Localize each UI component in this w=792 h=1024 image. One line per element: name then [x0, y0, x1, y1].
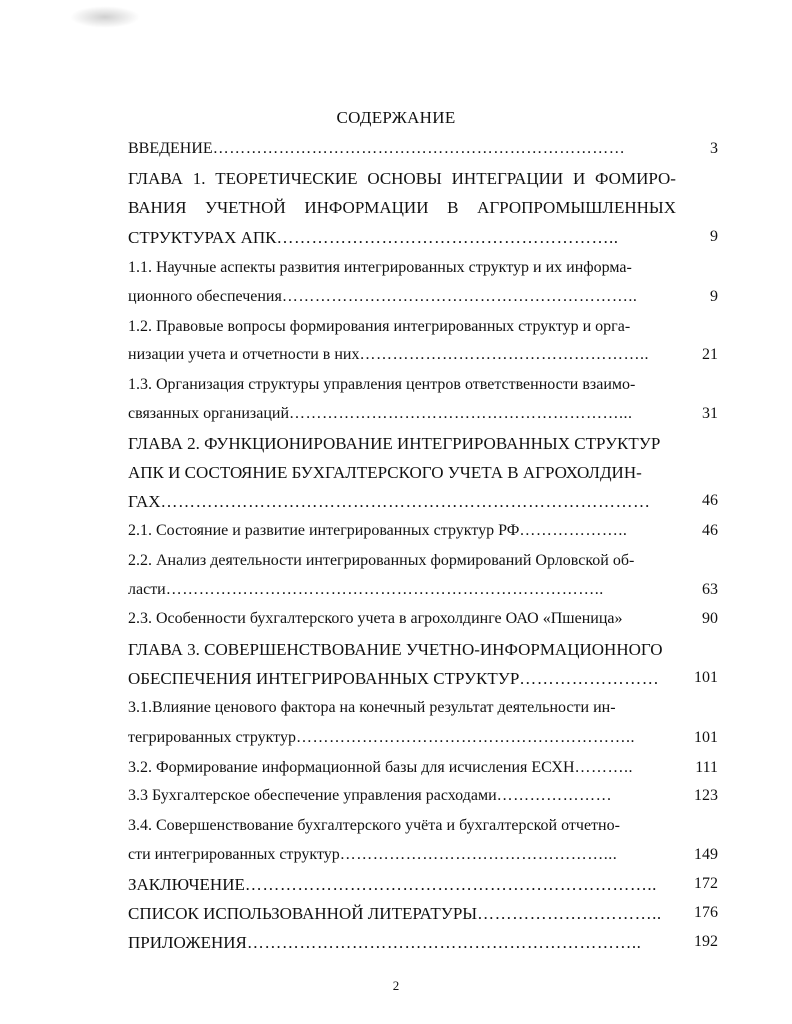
- toc-section-3-2: [128, 759, 718, 783]
- toc-text: тегрированных структур: [128, 729, 296, 746]
- toc-dots: ……………………………………………………………………..: [165, 581, 604, 598]
- toc-text: ВВЕДЕНИЕ: [128, 140, 213, 157]
- toc-section-1-1-line-1: [128, 259, 718, 283]
- toc-dots: ………..: [574, 759, 633, 776]
- toc-section-3-1-line-1: [128, 699, 718, 723]
- toc-chapter-1-line-3: [128, 228, 718, 252]
- toc-page: 9: [710, 288, 718, 305]
- toc-word: ТЕОРЕТИЧЕСКИЕ: [215, 169, 358, 188]
- toc-text: 1.2. Правовые вопросы формирования интегрированных структур и орга-: [128, 318, 631, 335]
- toc-text: сти интегрированных структур: [128, 846, 340, 863]
- toc-chapter-3-line-1: [128, 640, 718, 664]
- toc-entry-appendices: [128, 933, 718, 957]
- toc-word: АГРОПРОМЫШЛЕННЫХ: [477, 198, 676, 217]
- toc-word: ОСНОВЫ: [367, 169, 442, 188]
- toc-entry-references: [128, 904, 718, 928]
- toc-page: 192: [694, 933, 718, 950]
- toc-text: 2.3. Особенности бухгалтерского учета в агрохолдинге ОАО «Пшеница»: [128, 610, 623, 627]
- toc-text: 3.4. Совершенствование бухгалтерского учёта и бухгалтерской отчетно-: [128, 817, 620, 834]
- toc-text: ПРИЛОЖЕНИЯ: [128, 933, 247, 952]
- toc-dots: …………………: [496, 787, 613, 804]
- toc-dots: …………………………………………………………………: [212, 140, 626, 157]
- toc-entry-intro: [128, 140, 718, 164]
- toc-text: 2.1. Состояние и развитие интегрированных структур РФ: [128, 522, 520, 539]
- toc-word: ВАНИЯ: [128, 198, 187, 217]
- toc-chapter-2-line-2: [128, 463, 718, 487]
- toc-chapter-2-line-3: [128, 492, 718, 516]
- toc-dots: …………………………………………………………..: [246, 933, 642, 952]
- toc-dots: …………………………..: [477, 904, 662, 923]
- toc-section-3-4-line-1: [128, 817, 718, 841]
- toc-section-2-2-line-1: [128, 552, 718, 576]
- toc-dots: ……………………: [519, 669, 660, 688]
- toc-text: ГЛАВА 2. ФУНКЦИОНИРОВАНИЕ ИНТЕГРИРОВАННЫХ СТРУКТУР: [128, 434, 661, 453]
- page-number: 2: [392, 978, 400, 993]
- toc-text: АПК И СОСТОЯНИЕ БУХГАЛТЕРСКОГО УЧЕТА В АГРОХОЛДИН-: [128, 463, 642, 482]
- toc-dots: ……………………………………………………...: [289, 405, 633, 422]
- toc-text: ГЛАВА 3. СОВЕРШЕНСТВОВАНИЕ УЧЕТНО-ИНФОРМАЦИОННОГО: [128, 640, 663, 659]
- scan-smudge: [70, 6, 140, 28]
- toc-section-2-2-line-2: [128, 581, 718, 605]
- toc-dots: ………………..: [519, 522, 628, 539]
- toc-word: УЧЕТНОЙ: [205, 198, 286, 217]
- toc-page: 21: [702, 346, 718, 363]
- toc-text: ционного обеспечения: [128, 288, 282, 305]
- toc-text: 3.2. Формирование информационной базы для исчисления ЕСХН: [128, 759, 575, 776]
- toc-section-2-3: [128, 610, 718, 634]
- toc-section-1-1-line-2: [128, 288, 718, 312]
- toc-page: 90: [702, 610, 718, 627]
- toc-page: 3: [710, 140, 718, 157]
- toc-section-1-3-line-2: [128, 405, 718, 429]
- toc-page: 46: [702, 522, 718, 539]
- toc-text: 3.1.Влияние ценового фактора на конечный результат деятельности ин-: [128, 699, 616, 716]
- toc-entry-conclusion: [128, 875, 718, 899]
- toc-word: ИНТЕГРАЦИИ: [451, 169, 564, 188]
- toc-chapter-1-line-1: [128, 169, 718, 193]
- toc-word: 1.: [192, 169, 206, 188]
- toc-section-3-4-line-2: [128, 846, 718, 870]
- toc-text: 1.3. Организация структуры управления центров ответственности взаимо-: [128, 376, 636, 393]
- toc-dots: …………………………………………………..: [276, 228, 619, 247]
- toc-chapter-1-line-2: [128, 198, 718, 222]
- toc-text: ГАХ: [128, 492, 161, 511]
- toc-section-1-3-line-1: [128, 376, 718, 400]
- toc-dots: …………………………………………………………………………: [160, 492, 651, 511]
- toc-section-1-2-line-2: [128, 346, 718, 370]
- toc-chapter-2-line-1: [128, 434, 718, 458]
- toc-text: ласти: [128, 581, 166, 598]
- toc-page: 176: [694, 904, 718, 921]
- toc-section-3-1-line-2: [128, 729, 718, 753]
- toc-page: 63: [702, 581, 718, 598]
- toc-text: 3.3 Бухгалтерское обеспечение управления расходами: [128, 787, 497, 804]
- toc-dots: ………………………………………………………..: [281, 288, 638, 305]
- toc-word: И: [572, 169, 586, 188]
- toc-page: 31: [702, 405, 718, 422]
- toc-section-1-2-line-1: [128, 318, 718, 342]
- toc-section-3-3: [128, 787, 718, 811]
- toc-page: 9: [710, 228, 718, 245]
- toc-text: ЗАКЛЮЧЕНИЕ: [128, 875, 245, 894]
- toc-section-2-1: [128, 522, 718, 546]
- toc-word: В: [447, 198, 459, 217]
- toc-text: СТРУКТУРАХ АПК: [128, 228, 277, 247]
- toc-word: ГЛАВА: [128, 169, 183, 188]
- toc-page: 149: [694, 846, 718, 863]
- toc-text: низации учета и отчетности в них: [128, 346, 360, 363]
- toc-dots: …………………………………………...: [339, 846, 618, 863]
- toc-text: СПИСОК ИСПОЛЬЗОВАННОЙ ЛИТЕРАТУРЫ: [128, 904, 478, 923]
- toc-page: 101: [694, 669, 718, 686]
- toc-text: ОБЕСПЕЧЕНИЯ ИНТЕГРИРОВАННЫХ СТРУКТУР: [128, 669, 520, 688]
- toc-page: 46: [702, 492, 718, 509]
- toc-dots: ……………………………………………………………..: [244, 875, 657, 894]
- toc-text: связанных организаций: [128, 405, 289, 422]
- page-title: СОДЕРЖАНИЕ: [336, 108, 456, 127]
- toc-dots: ……………………………………………………..: [295, 729, 635, 746]
- toc-word: ФОМИРО-: [595, 169, 676, 188]
- toc-chapter-3-line-2: [128, 669, 718, 693]
- toc-page: 172: [694, 875, 718, 892]
- toc-page: 111: [695, 759, 718, 776]
- toc-page: 101: [694, 729, 718, 746]
- toc-text: 1.1. Научные аспекты развития интегрированных структур и их информа-: [128, 259, 632, 276]
- toc-word: ИНФОРМАЦИИ: [304, 198, 429, 217]
- toc-page: 123: [694, 787, 718, 804]
- toc-text: 2.2. Анализ деятельности интегрированных формирований Орловской об-: [128, 552, 635, 569]
- toc-dots: ……………………………………………..: [359, 346, 649, 363]
